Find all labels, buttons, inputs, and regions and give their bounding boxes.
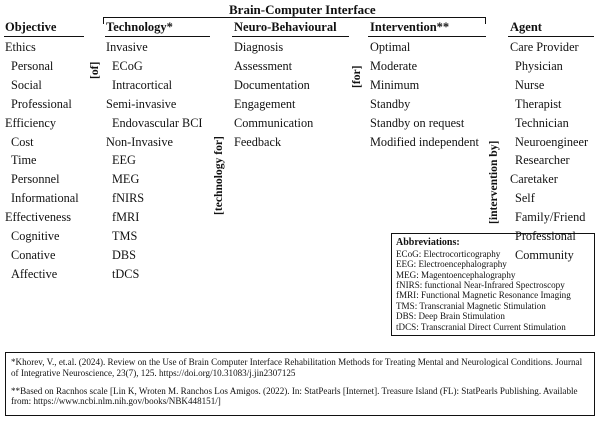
references-box (5, 352, 595, 416)
agent-item: Physician (515, 58, 563, 73)
agent-item: Care Provider (510, 40, 579, 54)
intervention-list (370, 38, 479, 151)
abbreviation-item: fNIRS: functional Near-Infrared Spectroscopy (396, 280, 565, 291)
intervention-item: Optimal (370, 40, 411, 54)
agent-item: Researcher (515, 153, 570, 168)
technology-item: DBS (112, 247, 136, 262)
objective-item: Professional (11, 96, 72, 111)
intervention-item: Modified independent (370, 134, 479, 149)
intervention-item: Standby (370, 96, 411, 111)
objective-header: Objective (5, 20, 57, 34)
agent-header: Agent (510, 20, 542, 34)
intervention-item: Standby on request (370, 115, 465, 130)
technology-item: EEG (112, 153, 136, 168)
abbreviation-item: ECoG: Electrocorticography (396, 248, 501, 259)
agent-underline (508, 36, 594, 37)
title-bracket-left (103, 17, 104, 24)
abbreviations-box (391, 233, 595, 336)
objective-item: Conative (11, 247, 56, 262)
agent-item: Nurse (515, 77, 545, 92)
technology-item: tDCS (112, 266, 140, 281)
intervention-item: Moderate (370, 58, 418, 73)
objective-item: Personnel (11, 172, 60, 187)
technology-header: Technology* (106, 20, 173, 34)
technology-underline (105, 36, 210, 37)
objective-item: Cognitive (11, 229, 60, 244)
agent-list (510, 38, 588, 265)
abbreviations-title: Abbreviations: (396, 237, 460, 248)
objective-item: Personal (11, 58, 54, 73)
intervention-underline (368, 36, 486, 37)
connector-intervention-by: [intervention by] (487, 140, 500, 224)
agent-item: Therapist (515, 96, 562, 111)
abbreviation-item: EEG: Electroencephalography (396, 259, 507, 270)
connector-for: [for] (350, 65, 363, 88)
intervention-header: Intervention** (370, 20, 450, 34)
title-bracket-right (485, 17, 486, 24)
objective-underline (4, 36, 84, 37)
objective-item: Ethics (5, 40, 36, 54)
technology-item: fNIRS (112, 191, 145, 206)
technology-list (106, 38, 203, 284)
objective-item: Effectiveness (5, 210, 72, 225)
objective-item: Efficiency (5, 115, 56, 130)
objective-list (5, 38, 79, 284)
abbreviation-item: DBS: Deep Brain Stimulation (396, 311, 505, 322)
agent-item: Community (515, 247, 574, 262)
technology-item: MEG (112, 172, 140, 187)
reference-khorev: *Khorev, V., et.al. (2024). Review on the Use of Brain Computer Interface Rehabilitation Methods for Treating Mental and Neurological Conditions. Journal of Integrative Neuroscience, 23(7), 125. https://doi.org/10.31083/j.jin2307125 (11, 357, 583, 378)
agent-item: Family/Friend (515, 210, 586, 225)
objective-item: Cost (11, 134, 34, 149)
neuro-behavioural-header: Neuro-Behavioural (234, 20, 337, 34)
neuro-behavioural-item: Engagement (234, 96, 296, 111)
neuro-behavioural-item: Documentation (234, 77, 310, 92)
abbreviation-item: MEG: Magentoencephalography (396, 269, 516, 280)
neuro-behavioural-item: Diagnosis (234, 40, 284, 54)
abbreviation-item: fMRI: Functional Magnetic Resonance Imaging (396, 290, 571, 301)
neuro-behavioural-list (234, 38, 313, 151)
technology-item: TMS (112, 229, 138, 244)
diagram-title: Brain-Computer Interface (229, 2, 376, 17)
objective-item: Time (11, 153, 37, 168)
neuro-behavioural-item: Feedback (234, 134, 282, 149)
technology-item: Invasive (106, 40, 148, 54)
technology-item: Non-Invasive (106, 134, 173, 149)
technology-item: Semi-invasive (106, 96, 177, 111)
intervention-item: Minimum (370, 77, 420, 92)
neuro-behavioural-underline (232, 36, 349, 37)
title-bracket-line (103, 17, 486, 18)
neuro-behavioural-item: Assessment (234, 58, 293, 73)
abbreviation-item: TMS: Transcranial Magnetic Stimulation (396, 300, 546, 311)
abbreviation-item: tDCS: Transcranial Direct Current Stimulation (396, 321, 566, 332)
objective-item: Informational (11, 191, 79, 206)
objective-item: Affective (11, 266, 58, 281)
connector-of: [of] (88, 61, 101, 79)
technology-item: Intracortical (112, 77, 173, 92)
technology-item: ECoG (112, 58, 143, 73)
connector-technology-for: [technology for] (212, 136, 225, 215)
technology-item: Endovascular BCI (112, 115, 203, 130)
agent-item: Caretaker (510, 172, 558, 187)
objective-item: Social (11, 77, 42, 92)
agent-item: Professional (515, 229, 576, 244)
agent-item: Technician (515, 115, 569, 130)
reference-ranchos: **Based on Racnhos scale [Lin K, Wroten M. Ranchos Los Amigos. (2022). In: StatPearls [Internet]. Treasure Island (FL): StatPearls Publishing. Available from: https://www.ncbi.nlm.nih.gov/books/NBK448151/] (11, 385, 578, 407)
neuro-behavioural-item: Communication (234, 115, 314, 130)
abbreviations-list (396, 249, 594, 332)
agent-item: Self (515, 191, 535, 206)
technology-item: fMRI (112, 210, 140, 225)
agent-item: Neuroengineer (515, 134, 589, 149)
